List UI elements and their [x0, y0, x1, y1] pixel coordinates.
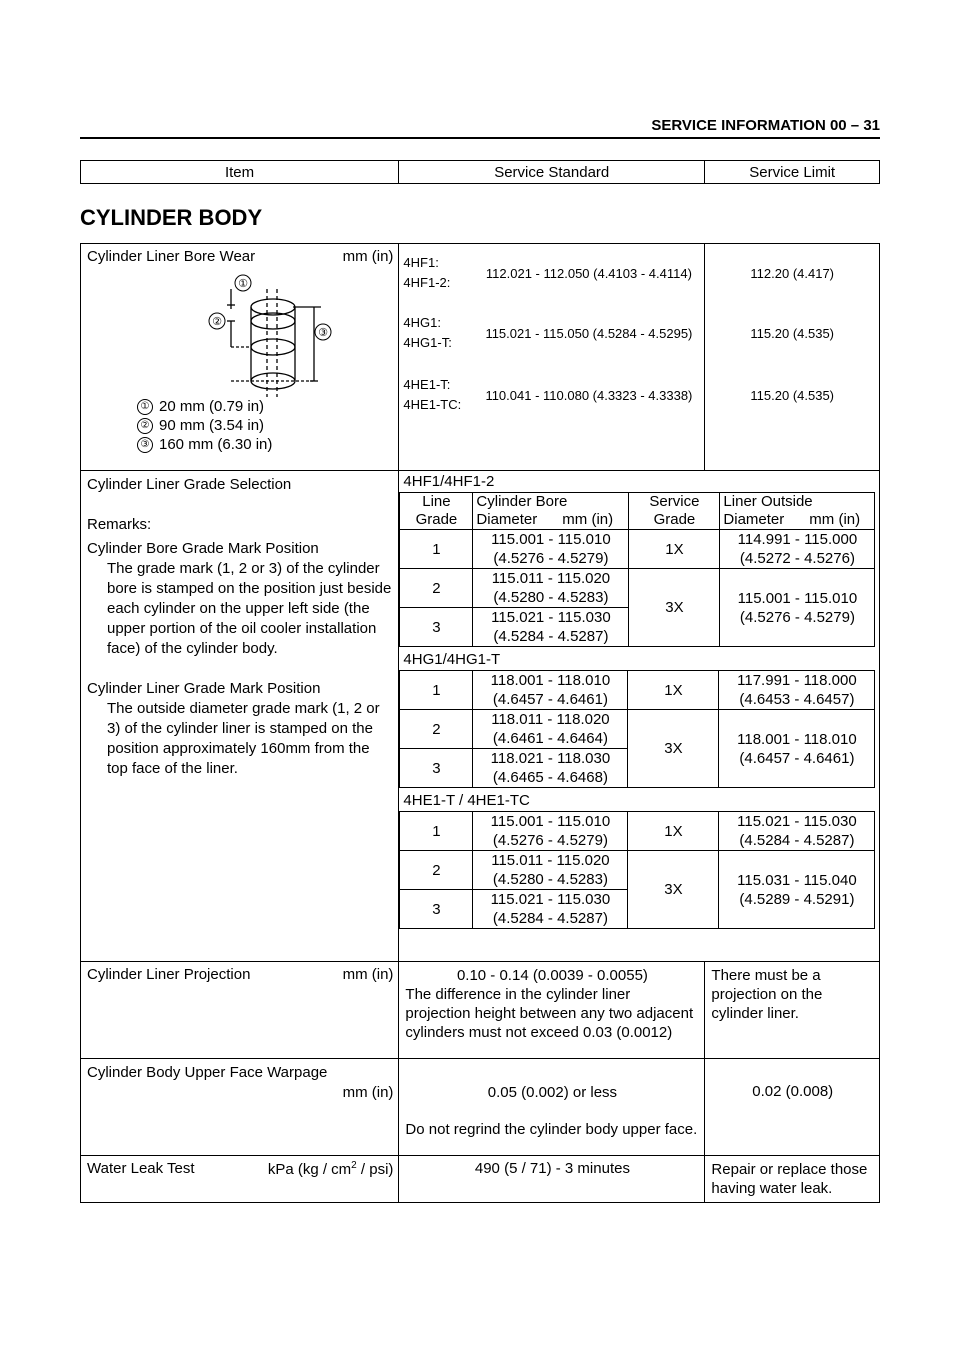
legend-item-2: ② 90 mm (3.54 in): [137, 416, 398, 435]
page-header-title: SERVICE INFORMATION 00 – 31: [651, 117, 880, 134]
diagram-label-1: ①: [238, 277, 248, 290]
leak-unit: kPa $(kg / cm^2 / psi)$: [267, 1160, 394, 1178]
bore-model-row-1: 4HF1: 4HF1-2: 112.021 - 112.050 (4.4103 - 4.4114): [399, 244, 704, 302]
spec-table: [80, 243, 880, 1203]
liner-mark-text: The outside diameter grade mark (1, 2 or 3) of the cylinder liner is stamped on the position approximately 160mm from the top face of the liner.: [107, 700, 380, 777]
bore-limit-2: 115.20 (4.535): [750, 325, 835, 341]
bore-standard-3: 110.041 - 110.080 (4.3323 - 4.3338): [485, 387, 693, 403]
grade-row: 3 118.021 - 118.030 (4.6465 - 4.6468): [400, 749, 875, 788]
column-header-item: Item: [81, 161, 399, 184]
grade-row: 1 115.001 - 115.010 (4.5276 - 4.5279) 1X 115.021 - 115.030 (4.5284 - 4.5287): [400, 812, 875, 851]
bore-model-row-2: 4HG1: 4HG1-T: 115.021 - 115.050 (4.5284 - 4.5295): [399, 302, 704, 364]
diagram-label-2: ②: [212, 315, 222, 328]
bore-wear-label: Cylinder Liner Bore Wear: [87, 248, 256, 265]
grade-row: 2 115.011 - 115.020 (4.5280 - 4.5283) 3X 115.031 - 115.040 (4.5289 - 4.5291): [400, 851, 875, 890]
warpage-limit: 0.02 (0.008): [752, 1083, 834, 1100]
row-bore-wear: [81, 244, 880, 471]
bore-limit-1: 112.20 (4.417): [750, 265, 835, 281]
liner-diagram: [81, 269, 397, 397]
projection-unit: mm (in): [342, 966, 394, 983]
row-leak-test: [81, 1156, 880, 1203]
bore-wear-unit: mm (in): [342, 248, 394, 265]
warpage-standard: 0.05 (0.002) or less: [487, 1084, 618, 1101]
grade-group-title-2: 4HG1/4HG1-T: [403, 651, 501, 668]
grade-group-title-3: 4HE1-T / 4HE1-TC: [403, 792, 530, 809]
projection-limit: There must be a projection on the cylinder liner.: [711, 967, 823, 1022]
grade-selection-label: Cylinder Liner Grade Selection: [87, 476, 292, 493]
grade-row: 2 118.011 - 118.020 (4.6461 - 4.6464) 3X 118.001 - 118.010 (4.6457 - 4.6461): [400, 710, 875, 749]
grade-group-title-1: 4HF1/4HF1-2: [403, 473, 495, 490]
bore-standard-1: 112.021 - 112.050 (4.4103 - 4.4114): [485, 265, 692, 281]
bore-mark-title: Cylinder Bore Grade Mark Position: [87, 540, 319, 557]
legend-item-1: ① 20 mm (0.79 in): [137, 397, 398, 416]
section-title: CYLINDER BODY: [80, 205, 263, 230]
grade-row: 2 115.011 - 115.020 (4.5280 - 4.5283) 3X 115.001 - 115.010 (4.5276 - 4.5279): [400, 569, 875, 608]
projection-label: Cylinder Liner Projection: [87, 966, 251, 983]
diagram-label-3: ③: [318, 326, 328, 339]
bore-wear-legend: [81, 397, 398, 454]
row-projection: [81, 962, 880, 1059]
row-warpage: [81, 1059, 880, 1156]
column-header-standard: Service Standard: [399, 161, 705, 184]
bore-mark-text: The grade mark (1, 2 or 3) of the cylinder bore is stamped on the position just beside each cylinder on the upper left side (the upper portion of the oil cooler installation face) of the cylinder body.: [107, 560, 392, 657]
leak-standard: 490 (5 / 71) - 3 minutes: [474, 1160, 630, 1177]
warpage-note: Do not regrind the cylinder body upper face.: [405, 1121, 698, 1138]
column-header-table: [80, 160, 880, 184]
column-header-limit: Service Limit: [705, 161, 880, 184]
grade-table-2: [399, 670, 875, 788]
grade-row: 3 115.021 - 115.030 (4.5284 - 4.5287): [400, 608, 875, 647]
leak-limit: Repair or replace those having water leak.: [711, 1161, 868, 1197]
bore-standard-2: 115.021 - 115.050 (4.5284 - 4.5295): [485, 325, 693, 341]
grade-table-3: [399, 811, 875, 929]
header-rule: [80, 137, 880, 139]
bore-limit-3: 115.20 (4.535): [750, 387, 835, 403]
remarks-title: Remarks:: [87, 516, 152, 533]
leak-label: Water Leak Test: [87, 1160, 195, 1177]
warpage-label: Cylinder Body Upper Face Warpage: [87, 1064, 328, 1081]
grade-table-1: Line Grade Cylinder Bore Diameter mm (in) Service Grade Liner Outside Diameter mm (in) 1 115.001 - 115.010 (4.5276 - 4.5279) 1X 114.991 - 115.000 (4.5272 - 4.5276) 2 115.011 - 115.020 (4.5280 - 4.5283) 3X 115.001 - 115.010 (4.5276 - 4.5279) 3 115.021 - 115.030 (4.5284 - 4.5287): [399, 492, 875, 647]
grade-row: 1 115.001 - 115.010 (4.5276 - 4.5279) 1X 114.991 - 115.000 (4.5272 - 4.5276): [400, 530, 875, 569]
warpage-unit: mm (in): [342, 1084, 394, 1101]
grade-row: 3 115.021 - 115.030 (4.5284 - 4.5287): [400, 890, 875, 929]
row-grade-selection: [81, 471, 880, 962]
projection-standard: 0.10 - 0.14 (0.0039 - 0.0055): [456, 967, 648, 984]
grade-row: 1 118.001 - 118.010 (4.6457 - 4.6461) 1X 117.991 - 118.000 (4.6453 - 4.6457): [400, 671, 875, 710]
projection-note: The difference in the cylinder liner projection height between any two adjacent cylinders must not exceed 0.03 (0.0012): [405, 986, 694, 1041]
bore-model-row-3: 4HE1-T: 4HE1-TC: 110.041 - 110.080 (4.3323 - 4.3338): [399, 364, 704, 426]
liner-mark-title: Cylinder Liner Grade Mark Position: [87, 680, 321, 697]
legend-item-3: ③ 160 mm (6.30 in): [137, 435, 398, 454]
